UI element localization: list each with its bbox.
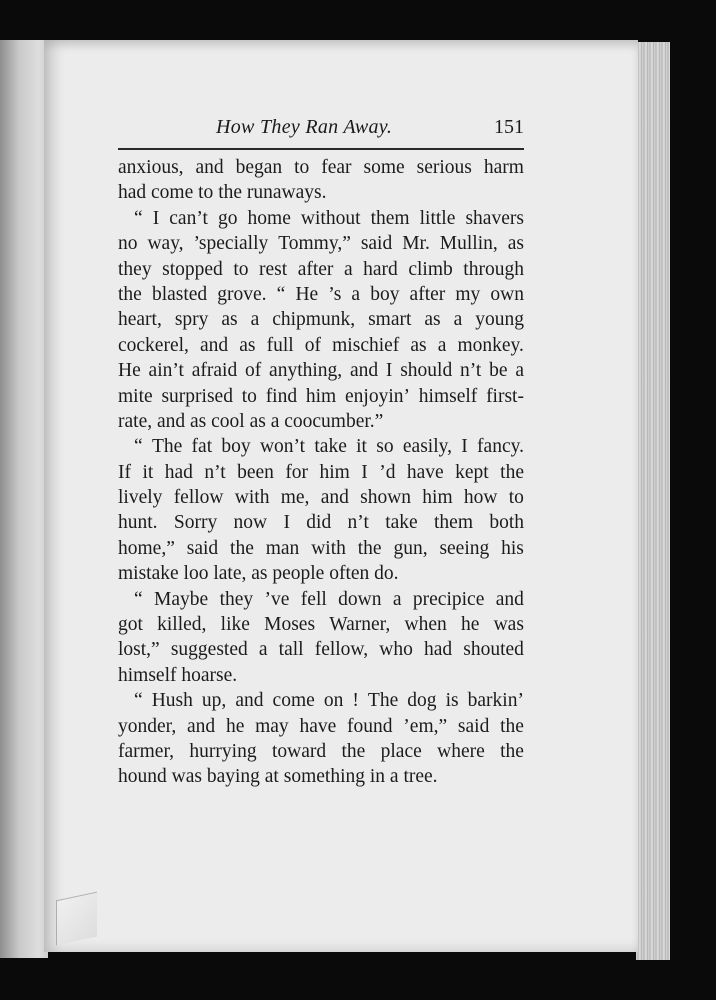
text-line: home,” said the man with the gun, seeing his xyxy=(118,537,524,559)
header-rule xyxy=(118,148,524,150)
page-header xyxy=(118,112,526,146)
left-page-edge xyxy=(0,40,48,958)
text-line: himself hoarse. xyxy=(118,664,238,686)
page-fold-mark xyxy=(56,892,97,946)
text-line: If it had n’t been for him I ’d have kept the xyxy=(118,461,524,483)
body-text xyxy=(118,155,524,790)
text-line: got killed, like Moses Warner, when he was xyxy=(118,614,524,636)
text-line: hound was baying at something in a tree. xyxy=(118,766,438,788)
right-page-edges xyxy=(636,42,670,960)
text-line: mistake loo late, as people often do. xyxy=(118,563,399,585)
text-line: hunt. Sorry now I did n’t take them both xyxy=(118,512,524,534)
text-line: anxious, and began to fear some serious harm xyxy=(118,157,524,178)
text-line: no way, ’specially Tommy,” said Mr. Mullin, as xyxy=(118,233,524,255)
page-number: 151 xyxy=(494,116,524,138)
running-head: How They Ran Away. xyxy=(216,116,393,138)
text-line: mite surprised to find him enjoyin’ himself first- xyxy=(118,385,524,407)
text-line: “ Maybe they ’ve fell down a precipice and xyxy=(134,588,524,610)
text-line: farmer, hurrying toward the place where the xyxy=(118,740,524,762)
text-line: “ Hush up, and come on ! The dog is barkin’ xyxy=(134,690,524,712)
text-line: cockerel, and as full of mischief as a monkey. xyxy=(118,334,524,356)
text-line: heart, spry as a chipmunk, smart as a young xyxy=(118,309,524,331)
text-line: He ain’t afraid of anything, and I should n’t be a xyxy=(118,360,524,382)
text-line: had come to the runaways. xyxy=(118,182,327,204)
text-line: lively fellow with me, and shown him how to xyxy=(118,487,524,509)
text-line: rate, and as cool as a coocumber.” xyxy=(118,410,384,432)
text-line: the blasted grove. “ He ’s a boy after my own xyxy=(118,283,524,305)
text-line: they stopped to rest after a hard climb through xyxy=(118,258,524,280)
text-line: “ I can’t go home without them little shavers xyxy=(134,207,524,229)
text-line: “ The fat boy won’t take it so easily, I fancy. xyxy=(134,436,524,458)
text-line: lost,” suggested a tall fellow, who had shouted xyxy=(118,639,524,661)
text-line: yonder, and he may have found ’em,” said the xyxy=(118,715,524,737)
